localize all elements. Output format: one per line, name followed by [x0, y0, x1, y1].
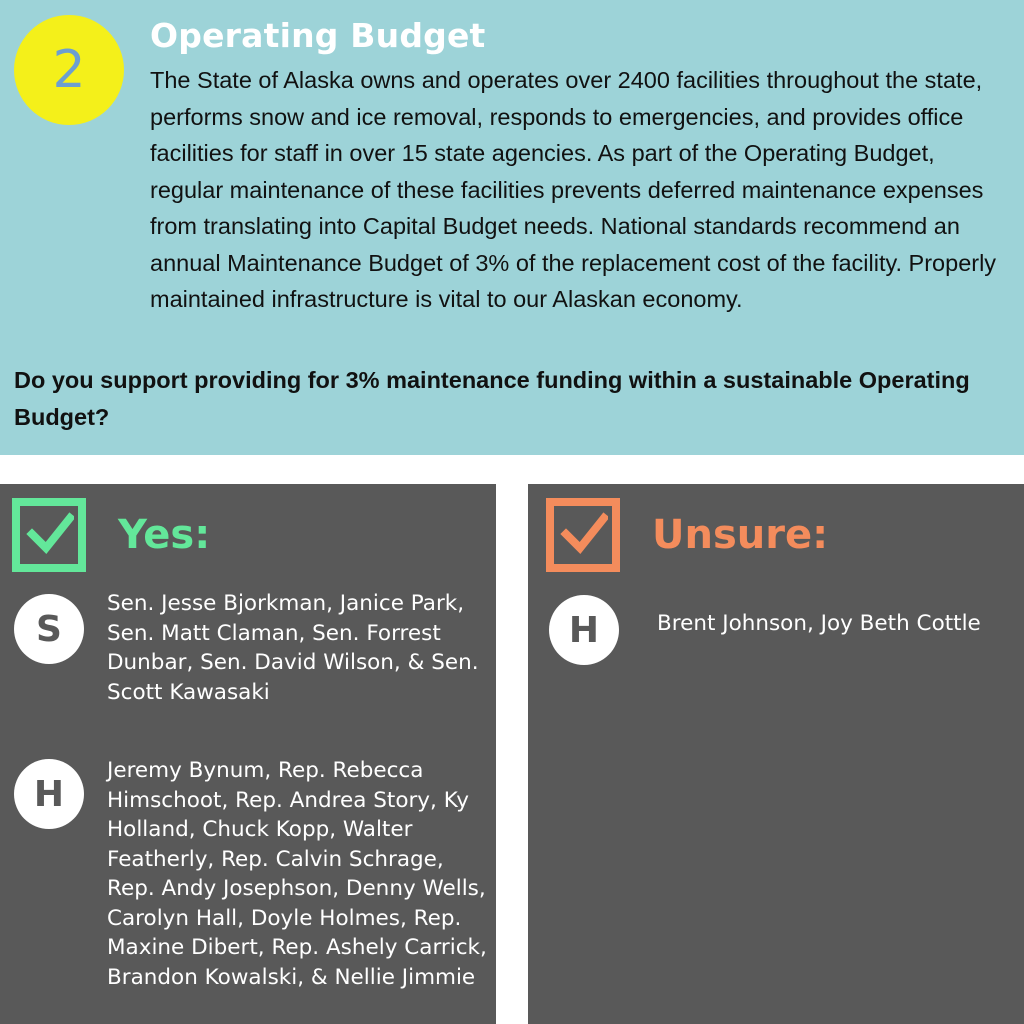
yes-heading: Yes:	[118, 512, 211, 558]
yes-panel	[0, 484, 496, 1024]
question-number-badge: 2	[14, 15, 124, 125]
yes-house-names: Jeremy Bynum, Rep. Rebecca Himschoot, Rep. Andrea Story, Ky Holland, Chuck Kopp, Walter Featherly, Rep. Calvin Schrage, Rep. Andy Josephson, Denny Wells, Carolyn Hall, Doyle Holmes, Rep. Maxine Dibert, Rep. Ashely Carrick, Brandon Kowalski, & Nellie Jimmie	[107, 758, 487, 990]
unsure-checkbox-icon	[546, 498, 620, 572]
senate-badge: S	[14, 594, 84, 664]
unsure-heading: Unsure:	[652, 512, 829, 558]
house-badge: H	[14, 759, 84, 829]
unsure-house-names: Brent Johnson, Joy Beth Cottle	[657, 611, 981, 636]
question-description: The State of Alaska owns and operates over 2400 facilities throughout the state, performs snow and ice removal, responds to emergencies, and provides office facilities for staff in over 15 state agencies. As part of the Operating Budget, regular maintenance of these facilities prevents deferred maintenance expenses from translating into Capital Budget needs. National standards recommend an annual Maintenance Budget of 3% of the replacement cost of the facility. Properly maintained infrastructure is vital to our Alaskan economy.	[150, 67, 997, 312]
unsure-panel	[528, 484, 1024, 1024]
question-prompt: Do you support providing for 3% maintenance funding within a sustainable Operating Budget?	[14, 367, 970, 430]
yes-checkbox-icon	[12, 498, 86, 572]
question-header	[0, 0, 1024, 455]
yes-senate-names: Sen. Jesse Bjorkman, Janice Park, Sen. Matt Claman, Sen. Forrest Dunbar, Sen. David Wilson, & Sen. Scott Kawasaki	[107, 591, 479, 705]
question-title: Operating Budget	[150, 16, 486, 55]
house-badge: H	[549, 595, 619, 665]
